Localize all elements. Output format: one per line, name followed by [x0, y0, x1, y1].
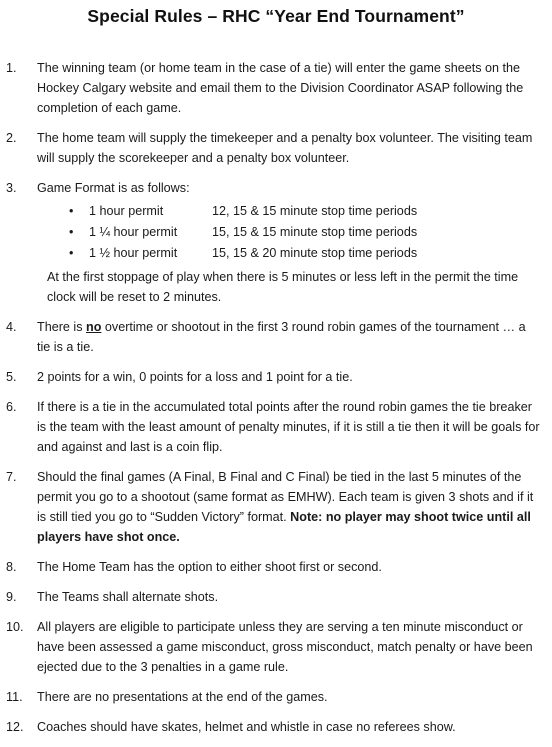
- rule-text: Coaches should have skates, helmet and whistle in case no referees show.: [37, 720, 456, 734]
- rule-text: The Home Team has the option to either shoot first or second.: [37, 560, 382, 574]
- emphasis-no: no: [86, 320, 102, 334]
- rule-number: 8.: [6, 560, 17, 574]
- permit-list: [37, 201, 542, 264]
- rule-7: [0, 467, 552, 547]
- rule-4: [0, 317, 552, 357]
- rule-text: The Teams shall alternate shots.: [37, 590, 219, 604]
- rule-number: 5.: [6, 370, 17, 384]
- rule-text-start: There is: [37, 320, 86, 334]
- document-title: Special Rules – RHC “Year End Tournament”: [87, 6, 465, 26]
- permit-periods: 12, 15 & 15 minute stop time periods: [212, 204, 418, 218]
- rule-11: [0, 687, 552, 707]
- rule-text: The winning team (or home team in the case of a tie) will enter the game sheets on the Hockey Calgary website and email them to the Division Coordinator ASAP following the completion of each game.: [37, 61, 524, 115]
- permit-length: 1 ¼ hour permit: [89, 225, 178, 239]
- rule-text: If there is a tie in the accumulated total points after the round robin games the tie breaker is the team with the least amount of penalty minutes, if it is still a tie then it will be goals for and against and last is a coin flip.: [37, 400, 540, 454]
- rule-number: 4.: [6, 320, 17, 334]
- rule-text: All players are eligible to participate unless they are serving a ten minute misconduct or have been assessed a game misconduct, gross misconduct, match penalty or have been ejected due to the 3 penalties in a game rule.: [37, 620, 533, 674]
- bullet-icon: •: [69, 204, 74, 218]
- rule-text: The home team will supply the timekeeper and a penalty box volunteer. The visiting team will supply the scorekeeper and a penalty box volunteer.: [37, 131, 533, 165]
- rule-number: 12.: [6, 720, 24, 734]
- rule-12: [0, 717, 552, 737]
- permit-item: [37, 222, 542, 243]
- permit-length: 1 ½ hour permit: [89, 246, 178, 260]
- rule-text-plain: Should the final games (A Final, B Final and C Final) be tied in the last 5 minutes of the permit you go to a shootout (same format as EMHW). Each team is given 3 shots and if it is still tied you go to “Sudden Victory” format.: [37, 470, 534, 524]
- rule-number: 2.: [6, 131, 17, 145]
- rule-3: [0, 178, 552, 307]
- clock-reset-note: At the first stoppage of play when there is 5 minutes or less left in the permit the time clock will be reset to 2 minutes.: [47, 270, 519, 304]
- rule-number: 11.: [6, 690, 23, 704]
- rule-text-end: overtime or shootout in the first 3 round robin games of the tournament … a tie is a tie.: [37, 320, 526, 354]
- rule-10: [0, 617, 552, 677]
- rule-number: 10.: [6, 620, 24, 634]
- bullet-icon: •: [69, 225, 74, 239]
- permit-item: [37, 243, 542, 264]
- rule-8: [0, 557, 552, 577]
- permit-periods: 15, 15 & 20 minute stop time periods: [212, 246, 418, 260]
- rule-2: [0, 128, 552, 168]
- rule-text: 2 points for a win, 0 points for a loss and 1 point for a tie.: [37, 370, 353, 384]
- rule-number: 7.: [6, 470, 17, 484]
- rule-number: 1.: [6, 61, 17, 75]
- permit-periods: 15, 15 & 15 minute stop time periods: [212, 225, 418, 239]
- permit-length: 1 hour permit: [89, 204, 164, 218]
- rule-5: [0, 367, 552, 387]
- rule-text: There are no presentations at the end of the games.: [37, 690, 328, 704]
- rule-text: [37, 470, 533, 544]
- rule-number: 6.: [6, 400, 17, 414]
- rules-list: [0, 58, 552, 747]
- shootout-note: Note: no player may shoot twice until all players have shot once.: [37, 510, 531, 544]
- rule-6: [0, 397, 552, 457]
- permit-item: [37, 201, 542, 222]
- rule-9: [0, 587, 552, 607]
- rule-number: 3.: [6, 181, 17, 195]
- rule-1: [0, 58, 552, 118]
- rule-text: [37, 320, 526, 354]
- bullet-icon: •: [69, 246, 74, 260]
- rule-number: 9.: [6, 590, 17, 604]
- rule-text: Game Format is as follows:: [37, 181, 190, 195]
